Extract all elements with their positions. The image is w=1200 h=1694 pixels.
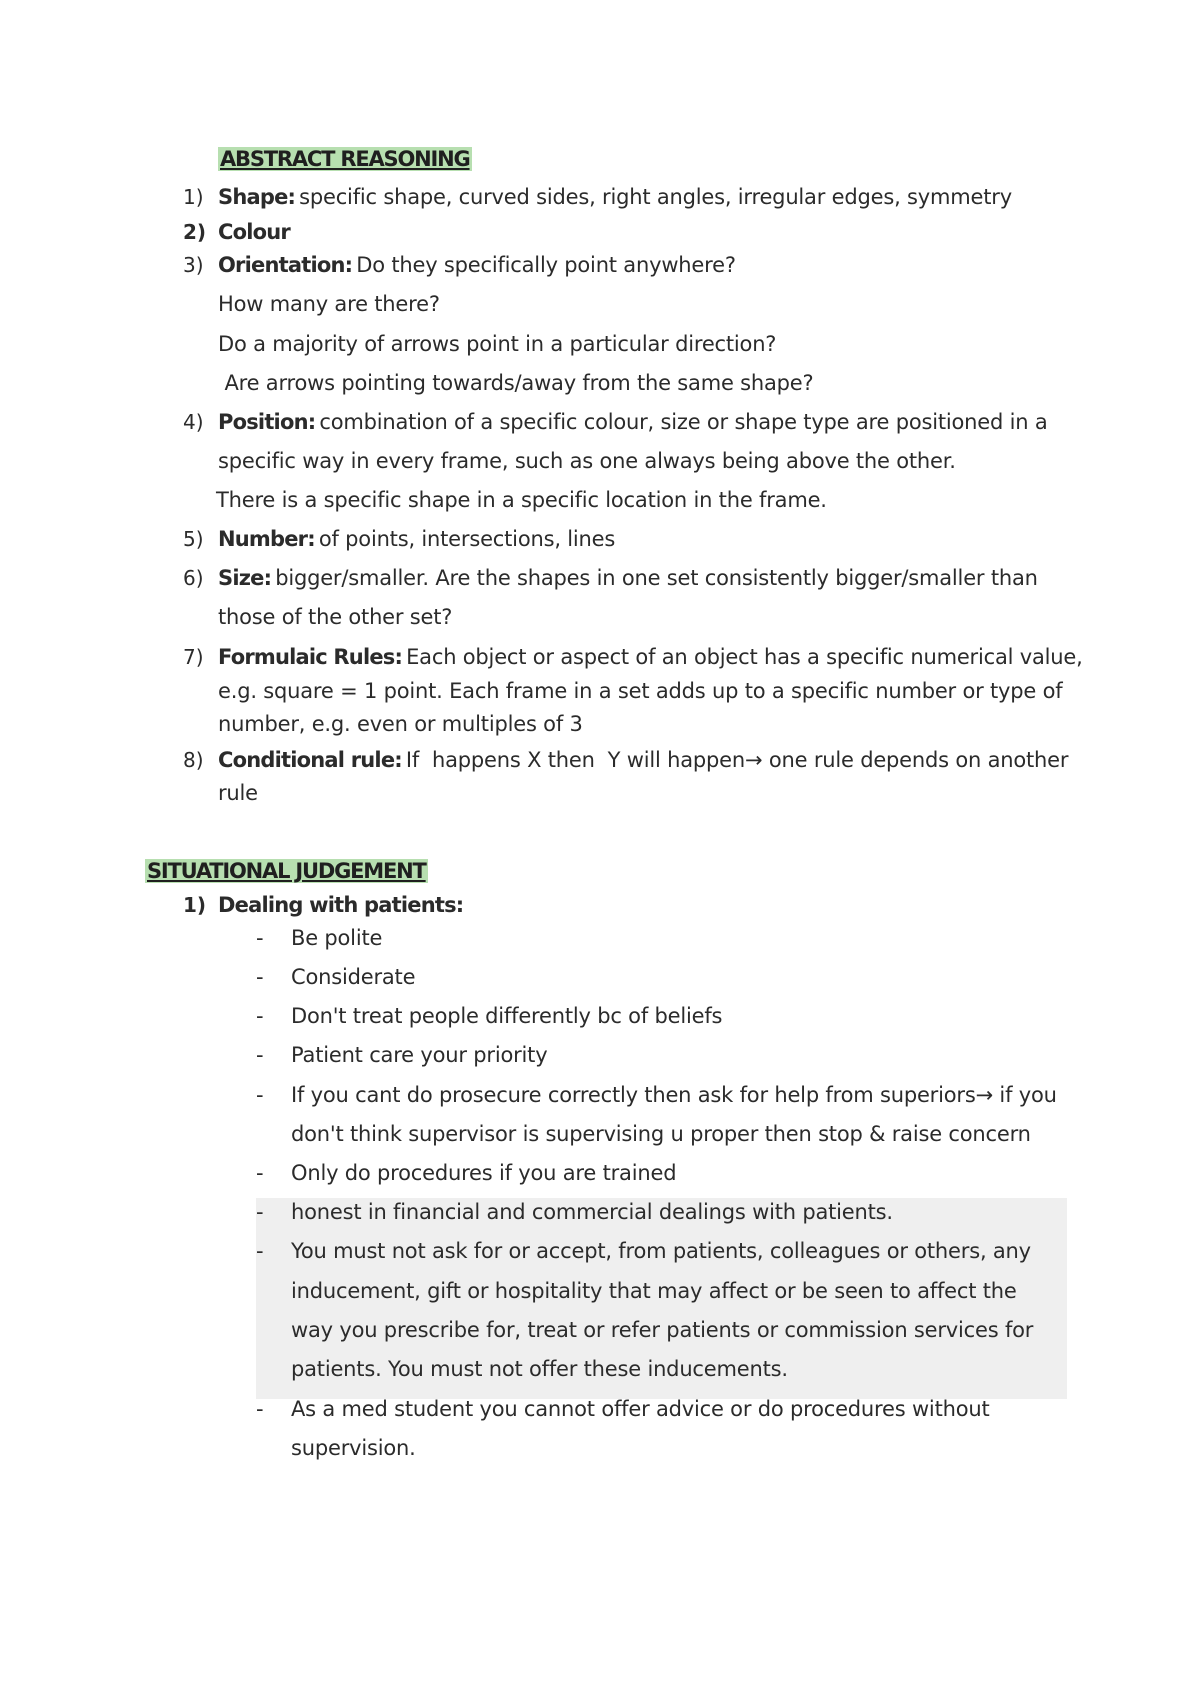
list-number: 8) [183,748,204,772]
bullet-item: Don't treat people differently bc of beliefs [291,1004,723,1028]
list-item-text: Each object or aspect of an object has a specific numerical value, [406,645,1083,669]
bullet-dash: - [256,1397,264,1421]
list-item-text: of points, intersections, lines [318,527,616,551]
bullet-item: Be polite [291,926,383,950]
list-item-label: Shape: [218,185,296,209]
list-item-formulaic-rules [218,642,1083,672]
list-item-continuation: number, e.g. even or multiples of 3 [218,712,583,736]
list-item-size [218,563,1038,593]
bullet-item: honest in financial and commercial dealings with patients. [291,1200,893,1224]
bullet-continuation: patients. You must not offer these inducements. [291,1357,788,1381]
list-item-orientation [218,250,736,280]
bullet-item: You must not ask for or accept, from patients, colleagues or others, any [291,1239,1031,1263]
list-item-label: Formulaic Rules: [218,645,403,669]
list-item-label: Number: [218,527,315,551]
bullet-dash: - [256,1239,264,1263]
list-item-continuation: specific way in every frame, such as one always being above the other. [218,449,956,473]
list-number: 4) [183,410,204,434]
list-item-label: Position: [218,410,316,434]
bullet-dash: - [256,1004,264,1028]
list-item-continuation: Do a majority of arrows point in a particular direction? [218,332,777,356]
bullet-continuation: way you prescribe for, treat or refer patients or commission services for [291,1318,1034,1342]
list-item-continuation: e.g. square = 1 point. Each frame in a set adds up to a specific number or type of [218,679,1063,703]
list-number: 2) [183,220,207,244]
list-number: 3) [183,253,204,277]
list-item-text: If happens X then Y will happen→ one rule depends on another [405,748,1069,772]
bullet-item: If you cant do prosecure correctly then ask for help from superiors→ if you [291,1083,1057,1107]
section-number: 1) [183,893,207,917]
abstract-reasoning-heading: ABSTRACT REASONING [220,147,470,171]
list-item-continuation: How many are there? [218,292,440,316]
list-number: 1) [183,185,204,209]
list-item-colour [218,217,294,247]
bullet-item: As a med student you cannot offer advice or do procedures without [291,1397,990,1421]
list-item-position [218,407,1048,437]
list-item-conditional-rule [218,745,1068,775]
list-item-label: Colour [218,220,290,244]
list-item-shape [218,182,1012,212]
bullet-dash: - [256,1083,264,1107]
list-item-label: Conditional rule: [218,748,402,772]
list-number: 6) [183,566,204,590]
bullet-dash: - [256,965,264,989]
bullet-dash: - [256,1043,264,1067]
section-title-dealing-with-patients: Dealing with patients: [218,893,464,917]
list-item-text: combination of a specific colour, size or shape type are positioned in a [319,410,1048,434]
list-item-label: Orientation: [218,253,353,277]
bullet-continuation: supervision. [291,1436,416,1460]
bullet-item: Considerate [291,965,416,989]
bullet-dash: - [256,926,264,950]
list-item-number [218,524,615,554]
list-item-label: Size: [218,566,272,590]
list-item-text: bigger/smaller. Are the shapes in one set consistently bigger/smaller than [275,566,1038,590]
bullet-continuation: don't think supervisor is supervising u proper then stop & raise concern [291,1122,1031,1146]
bullet-dash: - [256,1200,264,1224]
list-item-text: specific shape, curved sides, right angles, irregular edges, symmetry [299,185,1012,209]
list-item-continuation: rule [218,781,258,805]
list-item-continuation: There is a specific shape in a specific location in the frame. [216,488,827,512]
bullet-item: Patient care your priority [291,1043,548,1067]
bullet-item: Only do procedures if you are trained [291,1161,677,1185]
list-item-text: Do they specifically point anywhere? [356,253,736,277]
situational-judgement-heading: SITUATIONAL JUDGEMENT [147,859,426,883]
list-number: 7) [183,645,204,669]
list-item-continuation: those of the other set? [218,605,453,629]
list-item-continuation: Are arrows pointing towards/away from the same shape? [218,371,814,395]
bullet-continuation: inducement, gift or hospitality that may affect or be seen to affect the [291,1279,1017,1303]
list-number: 5) [183,527,204,551]
bullet-dash: - [256,1161,264,1185]
